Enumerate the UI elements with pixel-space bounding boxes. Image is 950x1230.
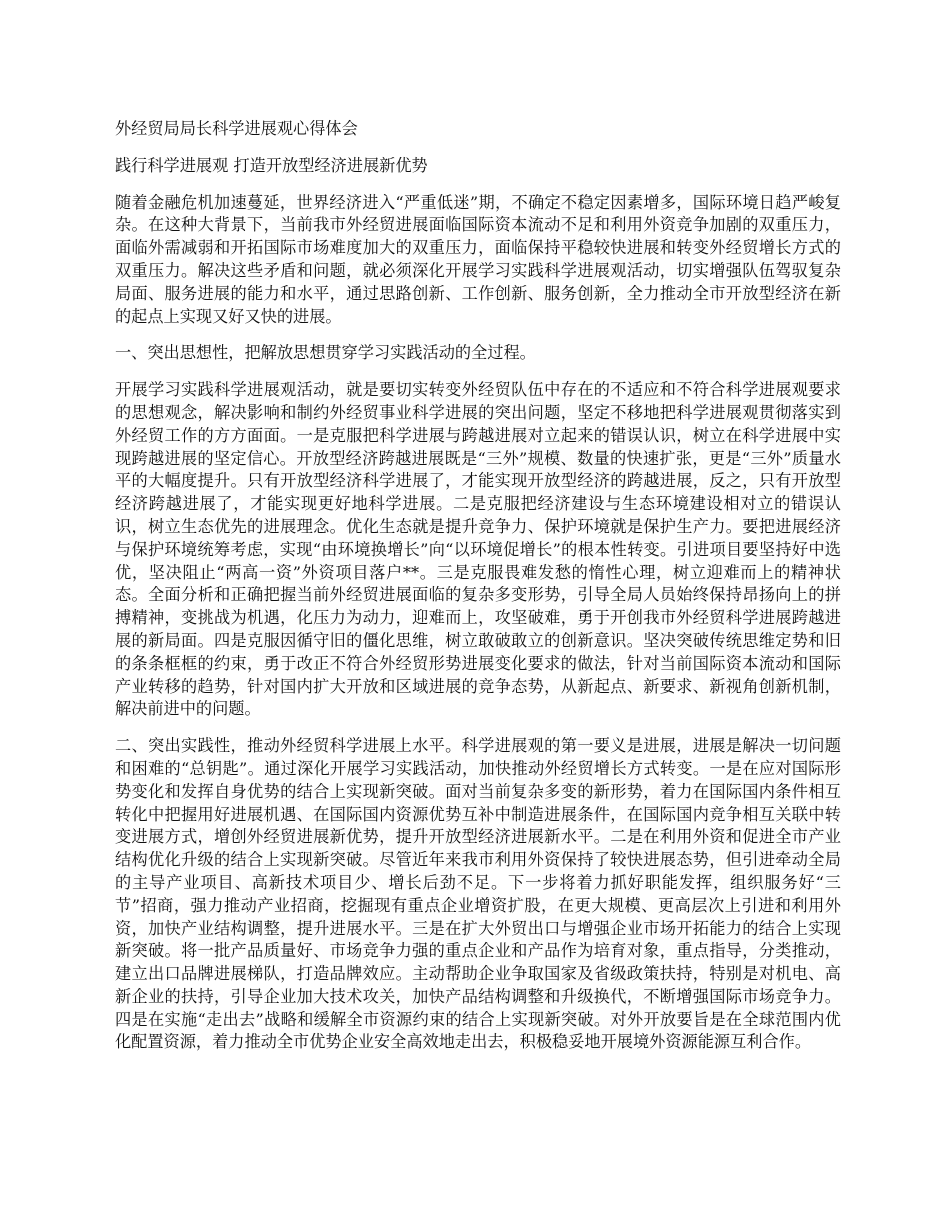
section-2-paragraph: 二、突出实践性，推动外经贸科学进展上水平。科学进展观的第一要义是进展，进展是解决一切问题和困难的“总钥匙”。通过深化开展学习实践活动，加快推动外经贸增长方式转变。一是在应对国际形势变化和发挥自身优势的结合上实现新突破。面对当前复杂多变的新形势，着力在国际国内条件相互转化中把握用好进展机遇、在国际国内资源优势互补中制造进展条件，在国际国内竞争相互关联中转变进展方式，增创外经贸进展新优势，提升开放型经济进展新水平。二是在利用外资和促进全市产业结构优化升级的结合上实现新突破。尽管近年来我市利用外资保持了较快进展态势，但引进牵动全局的主导产业项目、高新技术项目少、增长后劲不足。下一步将着力抓好职能发挥，组织服务好“三节”招商，强力推动产业招商，挖掘现有重点企业增资扩股，在更大规模、更高层次上引进和利用外资，加快产业结构调整，提升进展水平。三是在扩大外贸出口与增强企业市场开拓能力的结合上实现新突破。将一批产品质量好、市场竞争力强的重点企业和产品作为培育对象，重点指导，分类推动，建立出口品牌进展梯队，打造品牌效应。主动帮助企业争取国家及省级政策扶持，特别是对机电、高新企业的扶持，引导企业加大技术攻关，加快产品结构调整和升级换代，不断增强国际市场竞争力。四是在实施“走出去”战略和缓解全市资源约束的结合上实现新突破。对外开放要旨是在全球范围内优化配置资源，着力推动全市优势企业安全高效地走出去，积极稳妥地开展境外资源能源互利合作。 [115, 736, 841, 1052]
document-subtitle: 践行科学进展观 打造开放型经济进展新优势 [115, 155, 428, 175]
intro-paragraph: 随着金融危机加速蔓延，世界经济进入“严重低迷”期，不确定不稳定因素增多，国际环境日趋严峻复杂。在这种大背景下，当前我市外经贸进展面临国际资本流动不足和利用外资竞争加剧的双重压力，面临外需减弱和开拓国际市场难度加大的双重压力，面临保持平稳较快进展和转变外经贸增长方式的双重压力。解决这些矛盾和问题，就必须深化开展学习实践科学进展观活动，切实增强队伍驾驭复杂局面、服务进展的能力和水平，通过思路创新、工作创新、服务创新，全力推动全市开放型经济在新的起点上实现又好又快的进展。 [115, 192, 841, 326]
section-1-paragraph: 开展学习实践科学进展观活动，就是要切实转变外经贸队伍中存在的不适应和不符合科学进展观要求的思想观念，解决影响和制约外经贸事业科学进展的突出问题，坚定不移地把科学进展观贯彻落实到外经贸工作的方方面面。一是克服把科学进展与跨越进展对立起来的错误认识，树立在科学进展中实现跨越进展的坚定信心。开放型经济跨越进展既是“三外”规模、数量的快速扩张，更是“三外”质量水平的大幅度提升。只有开放型经济科学进展了，才能实现开放型经济的跨越进展，反之，只有开放型经济跨越进展了，才能实现更好地科学进展。二是克服把经济建设与生态环境建设相对立的错误认识，树立生态优先的进展理念。优化生态就是提升竞争力、保护环境就是保护生产力。要把进展经济与保护环境统筹考虑，实现“由环境换增长”向“以环境促增长”的根本性转变。引进项目要坚持好中选优，坚决阻止“两高一资”外资项目落户**。三是克服畏难发愁的惰性心理，树立迎难而上的精神状态。全面分析和正确把握当前外经贸进展面临的复杂多变形势，引导全局人员始终保持昂扬向上的拼搏精神，变挑战为机遇，化压力为动力，迎难而上，攻坚破难，勇于开创我市外经贸科学进展跨越进展的新局面。四是克服因循守旧的僵化思维，树立敢破敢立的创新意识。坚决突破传统思维定势和旧的条条框框的约束，勇于改正不符合外经贸形势进展变化要求的做法，针对当前国际资本流动和国际产业转移的趋势，针对国内扩大开放和区域进展的竞争态势，从新起点、新要求、新视角创新机制，解决前进中的问题。 [115, 380, 841, 719]
section-heading-1: 一、突出思想性，把解放思想贯穿学习实践活动的全过程。 [115, 343, 536, 363]
document-page [115, 118, 841, 1068]
document-title: 外经贸局局长科学进展观心得体会 [115, 119, 358, 138]
